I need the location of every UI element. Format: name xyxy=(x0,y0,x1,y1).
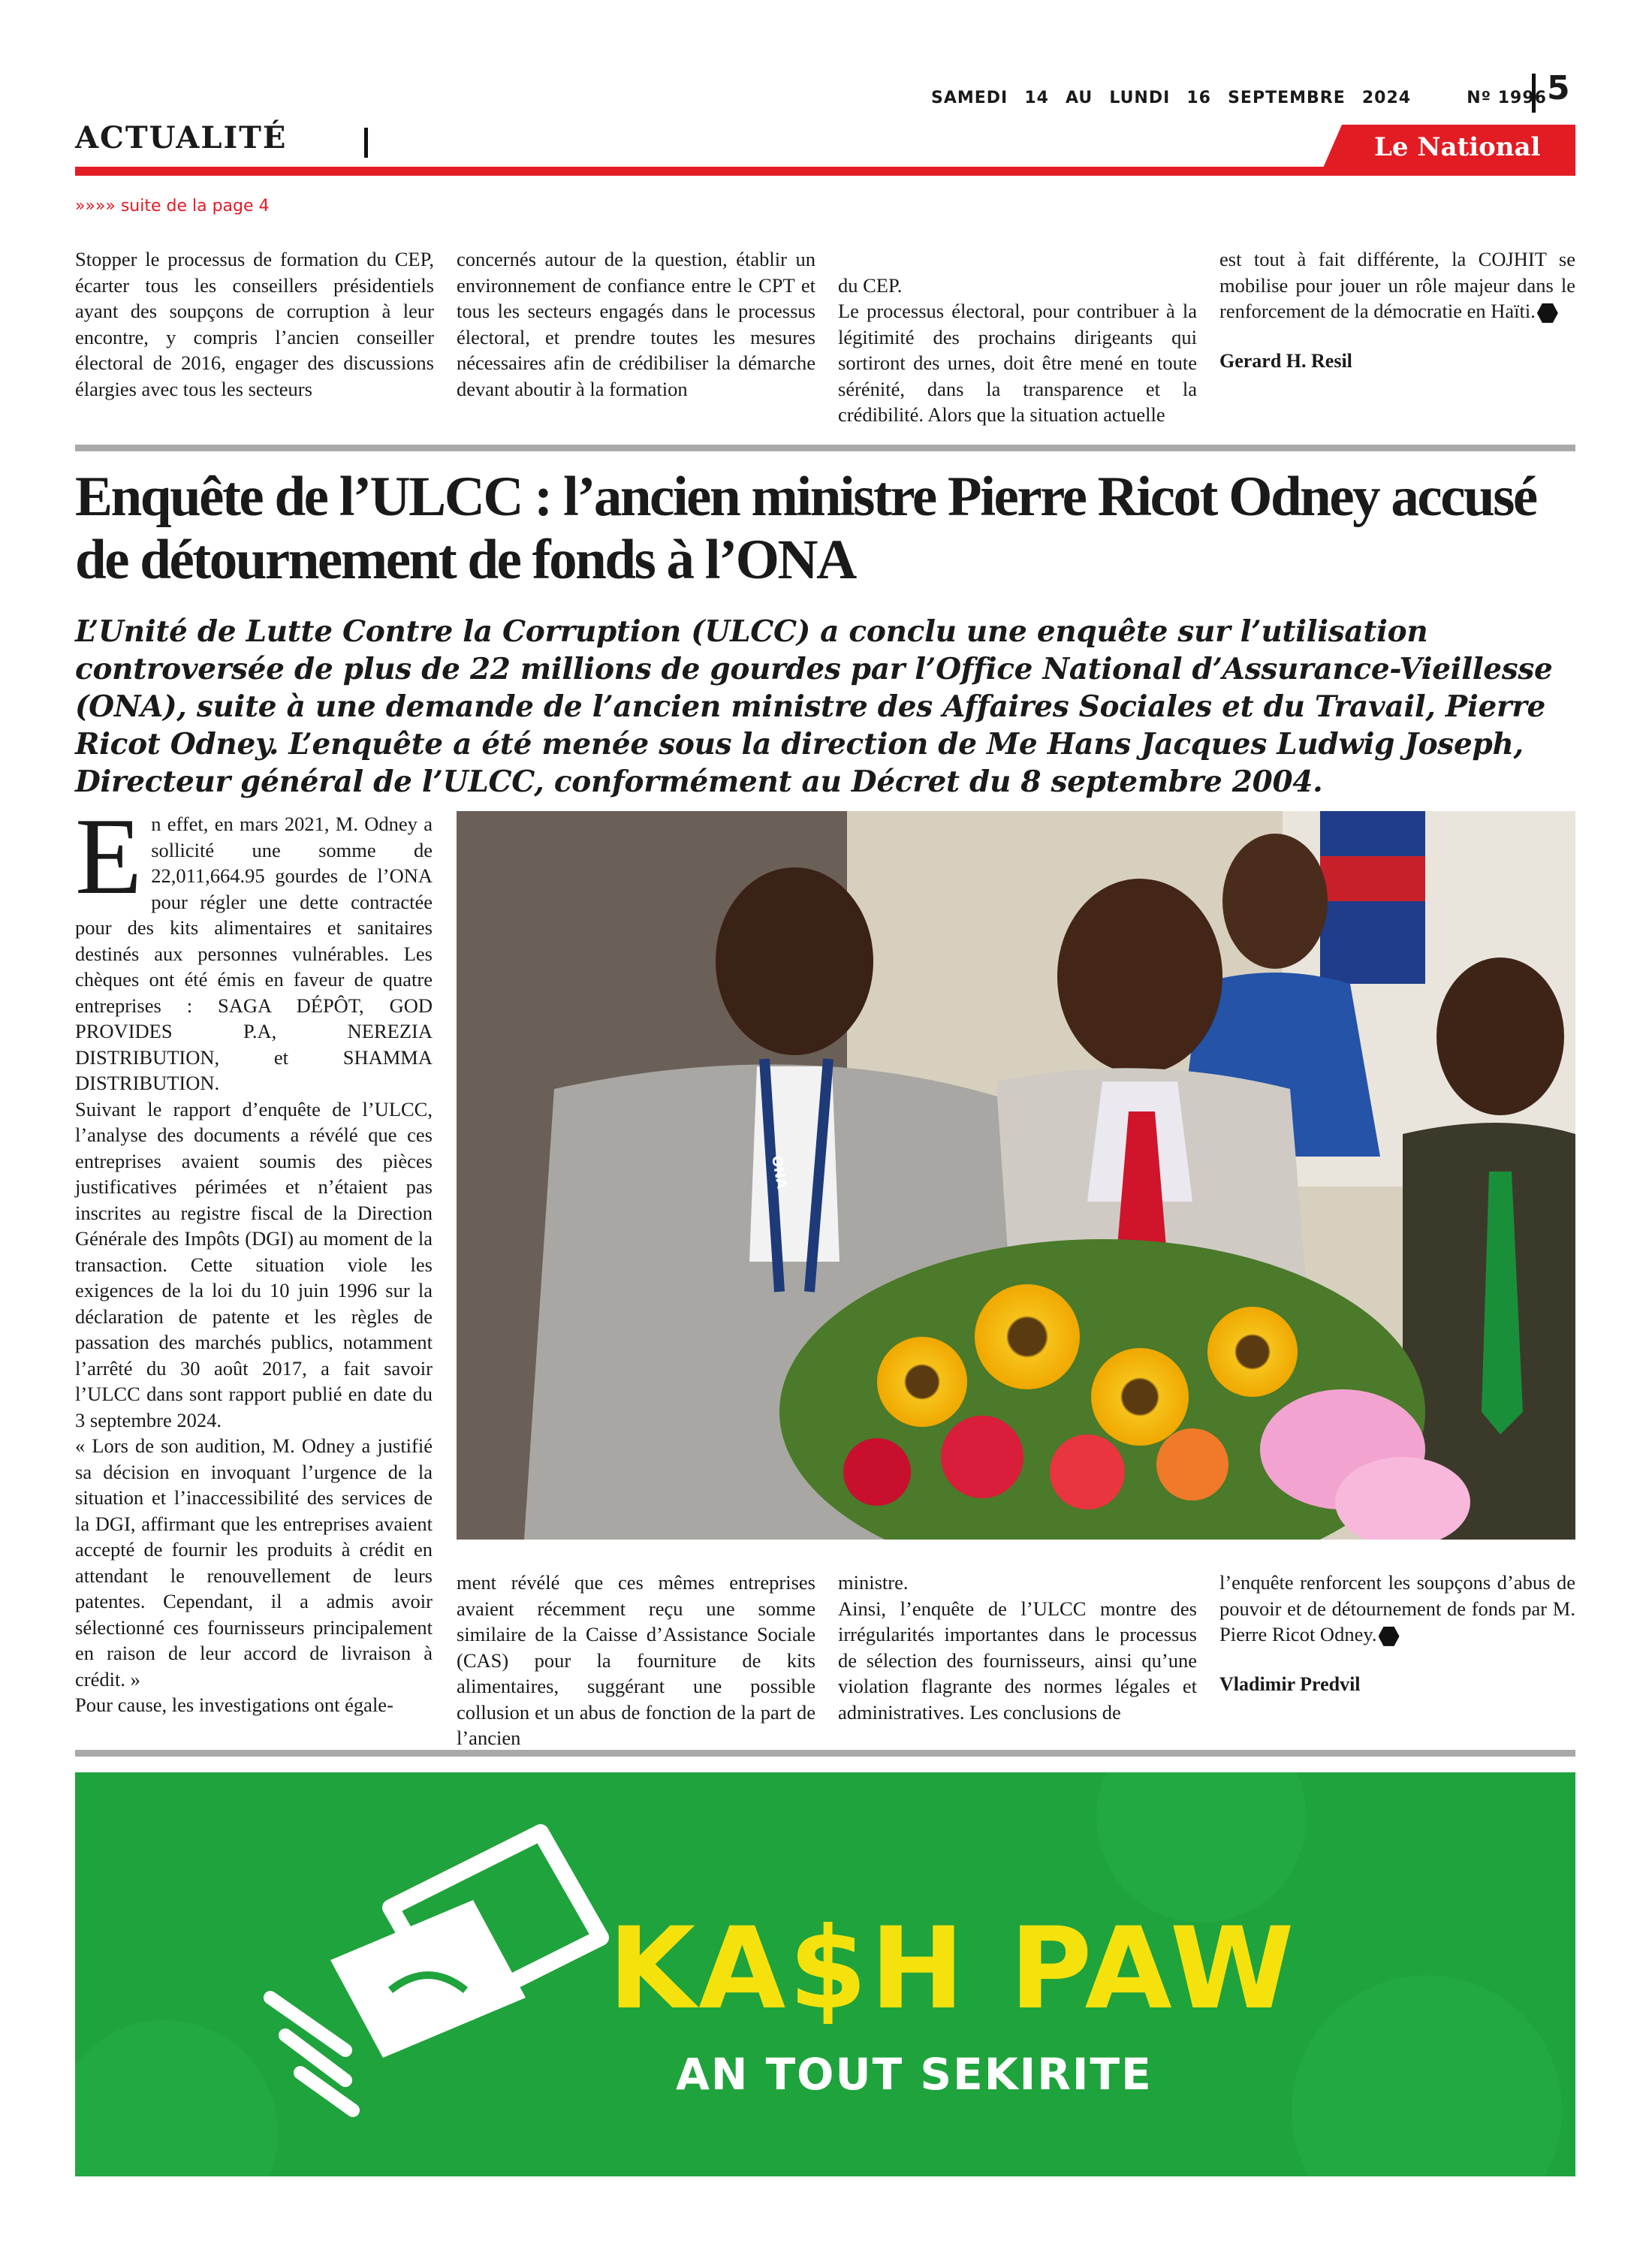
ad-subtitle: AN TOUT SEKIRITE xyxy=(676,2049,1153,2100)
signature: Vladimir Predvil xyxy=(1219,1672,1361,1695)
article-column-2 xyxy=(457,1570,815,1751)
lanyard-text: ONA xyxy=(768,1154,790,1190)
date-month: SEPTEMBRE xyxy=(1228,88,1346,107)
photo-illustration xyxy=(457,811,1575,1540)
paragraph: Pour cause, les investigations ont égale- xyxy=(75,1694,393,1716)
continued-column-3 xyxy=(838,246,1197,454)
date-num-start: 14 xyxy=(1024,88,1049,107)
section-rule xyxy=(75,445,1575,451)
paragraph: Suivant le rapport d’enquête de l’ULCC, l’analyse des documents a révélé que ces entreprises avaient soumis des pièces justificatives périmées et n’étaient pas inscrites au registre fiscal de la Direction Générale des Impôts (DGI) au moment de la transaction. Cette situation viole les exigences de la loi du 10 juin 1996 sur la déclaration de patente et les règles de passation des marchés publics, notamment l’arrêté du 30 août 2017, a fait savoir l’ULCC dans sont rapport publié en date du 3 septembre 2024. xyxy=(75,1097,433,1431)
date-day: SAMEDI xyxy=(931,88,1008,107)
lede: L’Unité de Lutte Contre la Corruption (ULCC) a conclu une enquête sur l’utilisation controversée de plus de 22 millions de gourdes par l’Office National d’Assurance-Vieillesse (ONA), suite à une demande de l’ancien ministre des Affaires Sociales et du Travail, Pierre Ricot Odney. L’enquête a été menée sous la direction de Me Hans Jacques Ludwig Joseph, Directeur général de l’ULCC, conformément au Décret du 8 septembre 2004. xyxy=(75,614,1553,799)
continued-column-2 xyxy=(457,246,815,402)
date-year: 2024 xyxy=(1361,88,1412,107)
paragraph: est tout à fait différente, la COJHIT se mobilise pour jouer un rôle majeur dans le renforcement de la démocratie en Haïti. xyxy=(1219,248,1575,322)
article-column-4 xyxy=(1219,1570,1575,1697)
paragraph: « Lors de son audition, M. Odney a justifié sa décision en invoquant l’urgence de la situation et l’inaccessibilité des services de la DGI, affirmant que les entreprises avaient accepté de fournir les produits à crédit en attendant le renouvellement de leurs patentes. Cependant, il a admis avoir sélectionné ces fournisseurs principalement en raison de leur accord de livraison à crédit. » xyxy=(75,1434,433,1691)
date-num-end: 16 xyxy=(1186,88,1211,107)
paragraph: n effet, en mars 2021, M. Odney a sollicité une somme de 22,011,664.95 gourdes de l’ONA pour régler une dette contractée pour des kits alimentaires et sanitaires destinés aux personnes vulnérables. Les chèques ont été émis en faveur de quatre entreprises : SAGA DÉPÔT, GOD PROVIDES P.A, NEREZIA DISTRIBUTION, et SHAMMA DISTRIBUTION. xyxy=(75,813,433,1094)
section-title: ACTUALITÉ xyxy=(75,120,288,155)
publication-name: Le National xyxy=(1374,132,1541,162)
signature: Gerard H. Resil xyxy=(1219,349,1352,372)
paragraph: Stopper le processus de formation du CEP, écarter tous les conseillers présidentiels ayant des soupçons de corruption à leur encontre, y compris l’ancien conseiller électoral de 2016, engager des discussions élargies avec tous les secteurs xyxy=(75,248,434,400)
headline: Enquête de l’ULCC : l’ancien ministre Pierre Ricot Odney accusé de détournement de fonds à l’ONA xyxy=(75,466,1536,591)
divider xyxy=(1532,74,1536,113)
page-number: 5 xyxy=(1547,69,1570,107)
divider xyxy=(364,128,368,158)
paragraph: ministre. xyxy=(838,1571,909,1594)
paragraph: du CEP. Le processus électoral, pour contribuer à la légitimité des prochains dirigeants qui sortiront des urnes, doit être mené en toute sérénité, dans la transparence et la crédibilité. Alors que la situation actuelle xyxy=(838,273,1197,426)
end-mark-icon xyxy=(1537,303,1558,323)
article-column-1 xyxy=(75,795,433,1718)
paragraph: concernés autour de la question, établir un environnement de confiance entre le CPT et tous les secteurs engagés dans le processus électoral, et prendre toutes les mesures nécessaires afin de crédibiliser la démarche devant aboutir à la formation xyxy=(457,248,815,400)
issue-number: Nº 1996 xyxy=(1467,88,1547,107)
paragraph: Ainsi, l’enquête de l’ULCC montre des irrégularités importantes dans le processus de sélection des fournisseurs, ainsi qu’une violation flagrante des normes légales et administratives. Les conclusions de xyxy=(838,1597,1197,1724)
drop-cap: E xyxy=(75,795,143,917)
date-au: AU xyxy=(1066,88,1093,107)
ad-title: KA$H PAW xyxy=(608,1904,1298,2034)
paragraph: l’enquête renforcent les soupçons d’abus de pouvoir et de détournement de fonds par M. Pierre Ricot Odney. xyxy=(1219,1571,1575,1645)
article-column-3 xyxy=(838,1570,1197,1725)
continued-column-4 xyxy=(1219,246,1575,374)
continued-column-1 xyxy=(75,246,434,402)
end-mark-icon xyxy=(1379,1627,1400,1646)
section-rule xyxy=(75,1750,1575,1757)
header-rule xyxy=(75,167,1575,176)
dateline xyxy=(931,83,1547,113)
article-photo xyxy=(457,811,1575,1540)
continued-label: »»»» suite de la page 4 xyxy=(75,197,270,216)
advertisement-banner[interactable] xyxy=(75,1772,1575,2176)
paragraph: ment révélé que ces mêmes entreprises avaient récemment reçu une somme similaire de la Caisse d’Assistance Sociale (CAS) pour la fourniture de kits alimentaires, suggérant une possible collusion et un abus de fonction de la part de l’ancien xyxy=(457,1571,815,1749)
date-day-end: LUNDI xyxy=(1109,88,1171,107)
